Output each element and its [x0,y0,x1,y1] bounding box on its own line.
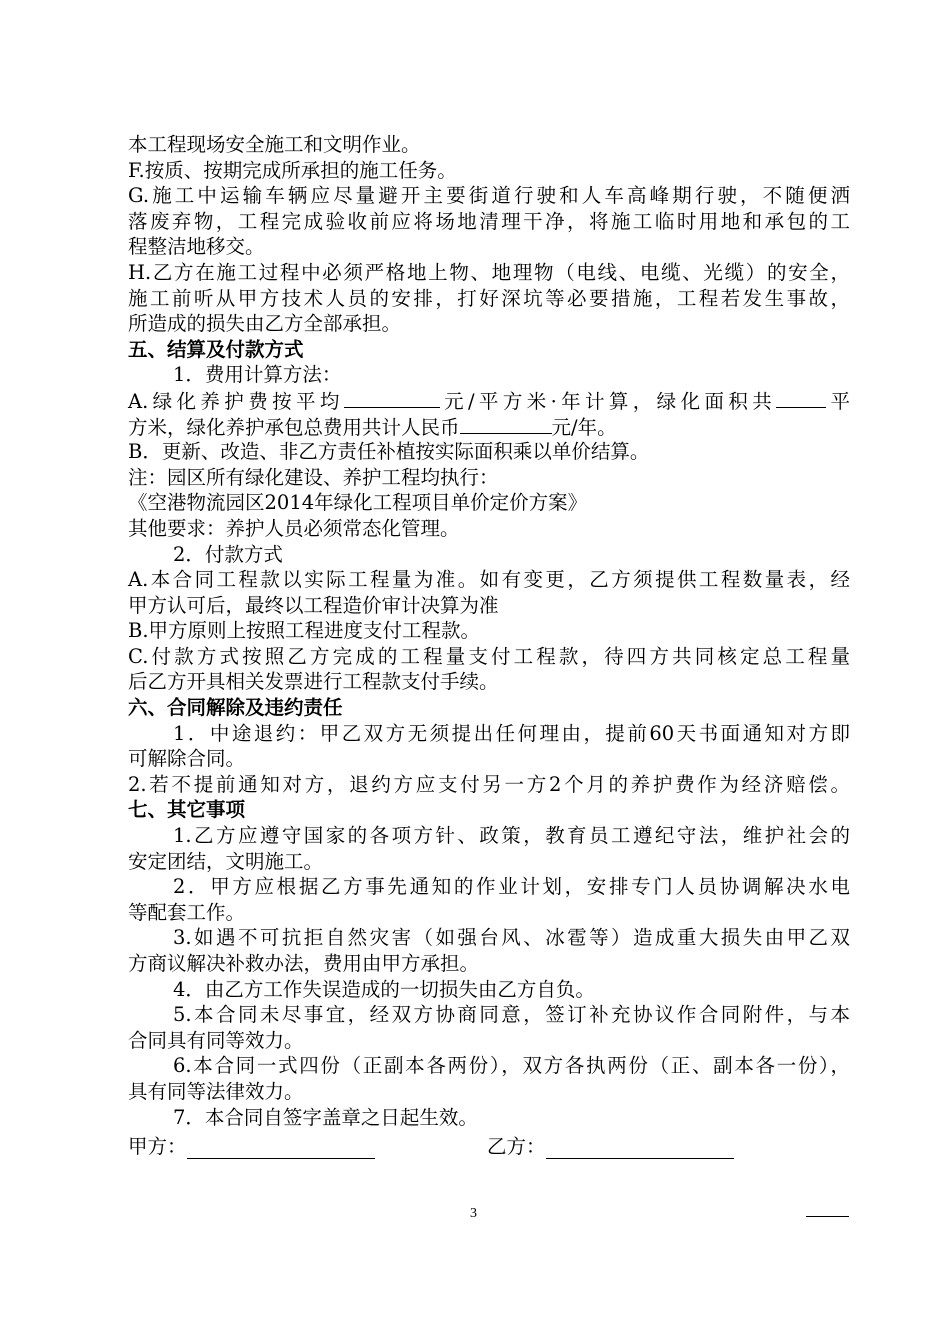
fee-b-end: 元/年。 [551,415,617,439]
text-line: 合同具有同等效力。 [128,1028,304,1052]
text-line: 其他要求：养护人员必须常态化管理。 [128,516,460,540]
contract-body [128,132,850,1130]
text-line: 1.乙方应遵守国家的各项方针、政策，教育员工遵纪守法，维护社会的 [173,824,850,848]
text-line: C.付款方式按照乙方完成的工程量支付工程款，待四方共同核定总工程量 [128,644,850,668]
text-line: 6.本合同一式四份（正副本各两份），双方各执两份（正、副本各一份）， [173,1054,850,1078]
fee-line-b [128,414,850,440]
text-line: 1．中途退约：甲乙双方无须提出任何理由，提前60天书面通知对方即 [173,721,850,745]
text-line: 等配套工作。 [128,900,246,924]
party-a-signature-line[interactable] [187,1136,375,1159]
text-line: B．更新、改造、非乙方责任补植按实际面积乘以单价结算。 [128,440,650,464]
text-line: B.甲方原则上按照工程进度支付工程款。 [128,619,481,643]
text-line: 施工前听从甲方技术人员的安排，打好深坑等必要措施，工程若发生事故， [128,286,850,310]
text-line: 具有同等法律效力。 [128,1079,304,1103]
text-line: 2.若不提前通知对方，退约方应支付另一方2个月的养护费作为经济赔偿。 [128,772,850,796]
fee-a-unit: 元/平方米·年计算，绿化面积共 [439,389,777,413]
party-b-signature [487,1134,734,1159]
text-line: 5.本合同未尽事宜，经双方协商同意，签订补充协议作合同附件，与本 [173,1003,850,1027]
text-line: 本工程现场安全施工和文明作业。 [128,133,421,156]
page-number: 3 [470,1206,477,1221]
party-b-signature-line[interactable] [546,1136,734,1159]
section-heading: 六、合同解除及违约责任 [128,696,343,720]
fee-line-a [128,388,850,414]
text-line: 方商议解决补救办法，费用由甲方承担。 [128,952,480,975]
fee-a-prefix: A.绿化养护费按平均 [128,389,344,413]
section-heading: 五、结算及付款方式 [128,337,304,361]
party-b-label: 乙方： [487,1135,546,1158]
section-heading: 七、其它事项 [128,798,246,822]
text-line: 《空港物流园区2014年绿化工程项目单价定价方案》 [128,491,588,515]
area-blank[interactable] [776,388,826,408]
text-line: 可解除合同。 [128,747,246,771]
text-line: 安定团结，文明施工。 [128,849,324,873]
text-line: 2．甲方应根据乙方事先通知的作业计划，安排专门人员协调解决水电 [173,875,850,899]
text-line: 7．本合同自签字盖章之日起生效。 [173,1105,478,1129]
footer-rule [806,1216,849,1217]
unit-price-blank[interactable] [344,388,440,408]
party-a-signature [128,1134,375,1159]
text-line: 2．付款方式 [173,542,283,566]
text-line: 1．费用计算方法： [173,363,342,387]
text-line: 4．由乙方工作失误造成的一切损失由乙方自负。 [173,977,595,1001]
text-line: F.按质、按期完成所承担的施工任务。 [128,158,457,182]
party-a-label: 甲方： [128,1135,187,1158]
text-line: G.施工中运输车辆应尽量避开主要街道行驶和人车高峰期行驶，不随便洒 [128,184,850,208]
total-fee-blank[interactable] [460,414,552,434]
text-line: 程整洁地移交。 [128,235,265,259]
fee-a-end: 平 [826,389,850,413]
text-line: 落废弃物，工程完成验收前应将场地清理干净，将施工临时用地和承包的工 [128,209,850,233]
text-line: H.乙方在施工过程中必须严格地上物、地理物（电线、电缆、光缆）的安全， [128,260,850,284]
text-line: 注：园区所有绿化建设、养护工程均执行： [128,465,499,489]
text-line: 3.如遇不可抗拒自然灾害（如强台风、冰雹等）造成重大损失由甲乙双 [173,926,850,950]
text-line: A.本合同工程款以实际工程量为准。如有变更，乙方须提供工程数量表，经 [128,568,850,592]
text-line: 后乙方开具相关发票进行工程款支付手续。 [128,670,499,694]
fee-b-prefix: 方米，绿化养护承包总费用共计人民币 [128,415,460,439]
text-line: 甲方认可后，最终以工程造价审计决算为准 [128,593,499,617]
text-line: 所造成的损失由乙方全部承担。 [128,312,402,336]
